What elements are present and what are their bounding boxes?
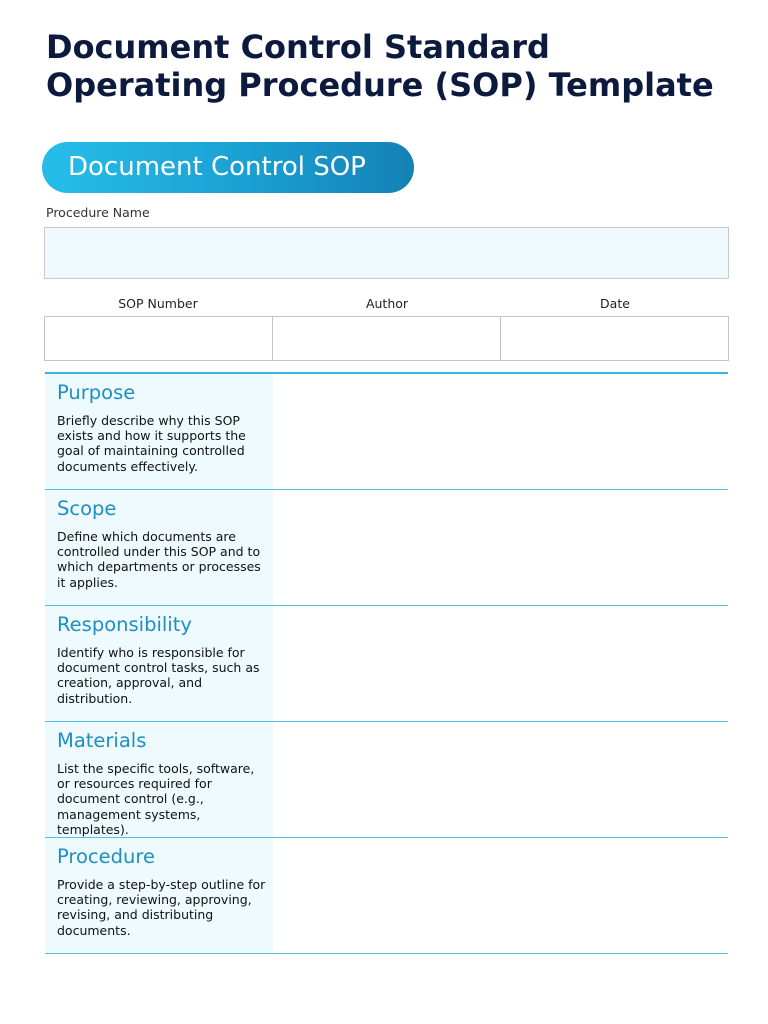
section-label-panel	[45, 374, 273, 489]
section-content-field[interactable]	[273, 374, 728, 489]
sop-sections	[45, 372, 728, 954]
section-label-panel	[45, 490, 273, 605]
section-content-field[interactable]	[273, 606, 728, 721]
section-label-panel	[45, 606, 273, 721]
author-field[interactable]	[273, 317, 501, 360]
section-title: Scope	[57, 497, 117, 520]
metadata-table	[44, 316, 729, 361]
section-materials	[45, 722, 728, 838]
section-description: Briefly describe why this SOP exists and how it supports the goal of maintaining controlled documents effectively.	[57, 413, 246, 474]
sop-number-header: SOP Number	[118, 296, 198, 311]
section-label-panel	[45, 722, 273, 837]
procedure-name-field[interactable]	[44, 227, 729, 279]
section-label-panel	[45, 838, 273, 953]
section-description: Provide a step-by-step outline for creating, reviewing, approving, revising, and distributing documents.	[57, 877, 266, 938]
section-title: Procedure	[57, 845, 155, 868]
section-title: Materials	[57, 729, 147, 752]
section-description: Define which documents are controlled under this SOP and to which departments or processes it applies.	[57, 529, 261, 590]
section-purpose	[45, 374, 728, 490]
procedure-name-label: Procedure Name	[46, 205, 150, 220]
section-content-field[interactable]	[273, 490, 728, 605]
section-procedure	[45, 838, 728, 954]
date-header: Date	[600, 296, 630, 311]
document-badge: Document Control SOP	[42, 142, 414, 193]
page-title: Document Control Standard Operating Procedure (SOP) Template	[46, 28, 714, 104]
section-content-field[interactable]	[273, 838, 728, 953]
sop-number-field[interactable]	[45, 317, 273, 360]
author-header: Author	[365, 296, 409, 311]
section-responsibility	[45, 606, 728, 722]
date-field[interactable]	[501, 317, 728, 360]
section-title: Responsibility	[57, 613, 192, 636]
section-description: Identify who is responsible for document control tasks, such as creation, approval, and distribution.	[57, 645, 260, 706]
section-content-field[interactable]	[273, 722, 728, 837]
section-scope	[45, 490, 728, 606]
section-title: Purpose	[57, 381, 136, 404]
section-description: List the specific tools, software, or resources required for document control (e.g., management systems, templates).	[57, 761, 255, 837]
